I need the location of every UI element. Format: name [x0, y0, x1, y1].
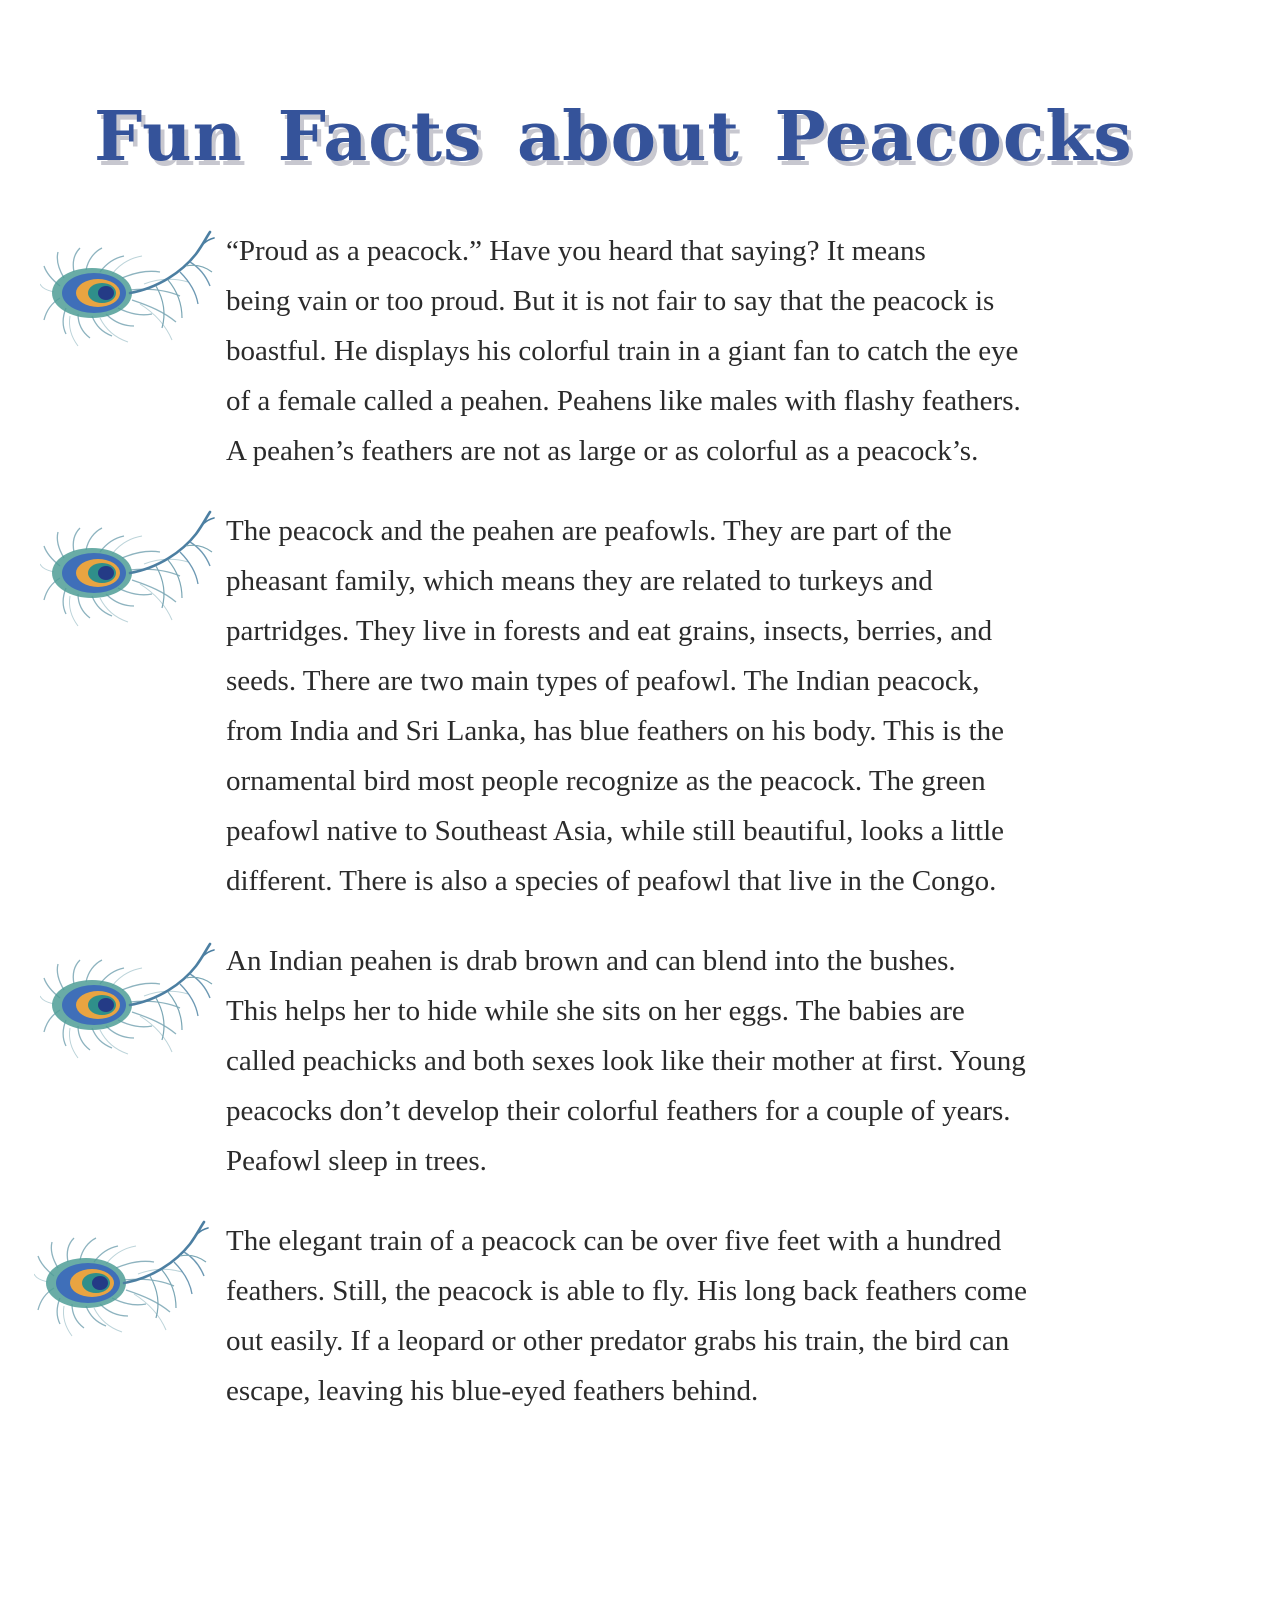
fact-line: boastful. He displays his colorful train in a giant fan to catch the eye — [226, 335, 1019, 367]
fact-line: This helps her to hide while she sits on her eggs. The babies are — [226, 995, 965, 1027]
fact-line: out easily. If a leopard or other predator grabs his train, the bird can — [226, 1325, 1010, 1357]
page-title: Fun Facts about Peacocks — [94, 97, 1133, 177]
fact-paragraph-2 — [226, 506, 1196, 906]
fact-line: from India and Sri Lanka, has blue feathers on his body. This is the — [226, 715, 1005, 747]
fact-line: The peacock and the peahen are peafowls. They are part of the — [226, 515, 952, 547]
fact-line: peacocks don’t develop their colorful feathers for a couple of years. — [226, 1095, 1011, 1127]
fact-paragraph-4 — [226, 1216, 1196, 1416]
fact-line: peafowl native to Southeast Asia, while still beautiful, looks a little — [226, 815, 1005, 847]
fact-line: escape, leaving his blue-eyed feathers behind. — [226, 1375, 759, 1407]
fact-paragraph-1 — [226, 226, 1196, 476]
peacock-feather-icon — [40, 508, 220, 638]
peacock-feather-icon — [40, 228, 220, 358]
peacock-feather-icon — [40, 940, 220, 1070]
fact-line: seeds. There are two main types of peafowl. The Indian peacock, — [226, 665, 980, 697]
fact-line: being vain or too proud. But it is not fair to say that the peacock is — [226, 285, 995, 317]
fact-line: Peafowl sleep in trees. — [226, 1145, 487, 1177]
fact-line: called peachicks and both sexes look like their mother at first. Young — [226, 1045, 1026, 1077]
fact-line: feathers. Still, the peacock is able to fly. His long back feathers come — [226, 1275, 1027, 1307]
fact-line: A peahen’s feathers are not as large or as colorful as a peacock’s. — [226, 435, 979, 467]
fact-line: pheasant family, which means they are related to turkeys and — [226, 565, 933, 597]
fact-line: The elegant train of a peacock can be over five feet with a hundred — [226, 1225, 1002, 1257]
fact-line: of a female called a peahen. Peahens like males with flashy feathers. — [226, 385, 1021, 417]
fact-line: “Proud as a peacock.” Have you heard that saying? It means — [226, 235, 926, 267]
peacock-feather-icon — [34, 1218, 214, 1348]
fact-paragraph-3 — [226, 936, 1196, 1186]
fact-line: partridges. They live in forests and eat grains, insects, berries, and — [226, 615, 993, 647]
fact-line: An Indian peahen is drab brown and can blend into the bushes. — [226, 945, 956, 977]
fact-line: ornamental bird most people recognize as the peacock. The green — [226, 765, 986, 797]
fact-line: different. There is also a species of peafowl that live in the Congo. — [226, 865, 997, 897]
